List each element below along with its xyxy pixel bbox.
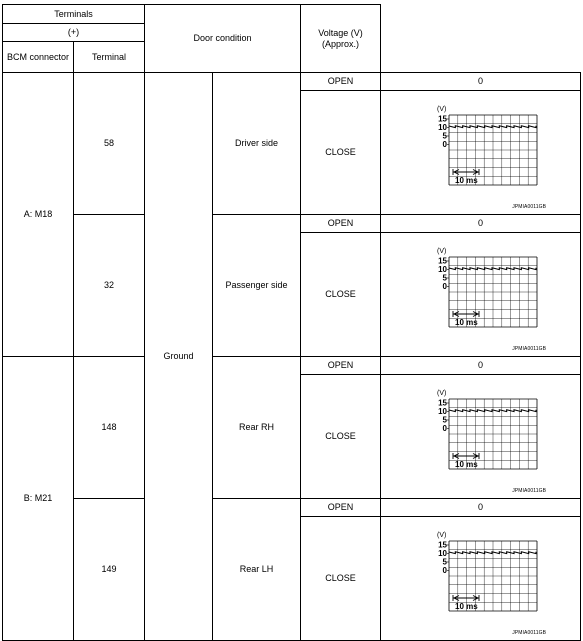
bcm-connector-header: BCM connector bbox=[3, 42, 74, 73]
waveform-y-tick: 15 bbox=[437, 398, 447, 408]
waveform-cell bbox=[381, 517, 581, 641]
waveform-y-tick: 15 bbox=[437, 540, 447, 550]
waveform-slot bbox=[381, 101, 580, 214]
voltage-header bbox=[301, 5, 381, 73]
image-code: JPMIA0011GB bbox=[512, 630, 547, 636]
terminal-header: Terminal bbox=[74, 42, 145, 73]
waveform-cell bbox=[381, 91, 581, 215]
waveform-graph bbox=[416, 243, 546, 339]
open-value: 0 bbox=[381, 499, 581, 517]
door-rear-lh: Rear LH bbox=[213, 499, 301, 641]
close-label: CLOSE bbox=[301, 233, 381, 357]
waveform-slot bbox=[381, 385, 580, 498]
waveform-y-tick: 10 bbox=[437, 265, 447, 274]
voltage-label: Voltage (V) bbox=[318, 27, 363, 38]
connector-a: A: M18 bbox=[3, 73, 74, 357]
door-condition-header: Door condition bbox=[145, 5, 301, 73]
open-value: 0 bbox=[381, 73, 581, 91]
waveform-y-tick: 5 bbox=[442, 557, 447, 567]
terminal-58: 58 bbox=[74, 73, 145, 215]
waveform-trace bbox=[449, 126, 536, 128]
waveform-cell bbox=[381, 233, 581, 357]
waveform-y-tick: 15 bbox=[437, 114, 447, 124]
terminal-148: 148 bbox=[74, 357, 145, 499]
open-value: 0 bbox=[381, 357, 581, 375]
image-code: JPMIA0011GB bbox=[512, 346, 547, 352]
open-label: OPEN bbox=[301, 73, 381, 91]
waveform-y-tick: 10 bbox=[437, 407, 447, 416]
waveform-y-tick: 15 bbox=[437, 256, 447, 266]
waveform-y-tick: 0 bbox=[442, 282, 447, 291]
image-code: JPMIA0011GB bbox=[512, 204, 547, 210]
door-driver-side: Driver side bbox=[213, 73, 301, 215]
connector-b: B: M21 bbox=[3, 357, 74, 641]
waveform-y-tick: 5 bbox=[442, 131, 447, 141]
waveform-trace bbox=[449, 410, 536, 412]
close-label: CLOSE bbox=[301, 517, 381, 641]
waveform-slot bbox=[381, 527, 580, 640]
waveform-y-tick: 0 bbox=[442, 424, 447, 433]
waveform-time-label: 10 ms bbox=[454, 176, 478, 185]
waveform-graph bbox=[416, 101, 546, 197]
open-label: OPEN bbox=[301, 499, 381, 517]
waveform-unit: (V) bbox=[436, 248, 446, 255]
waveform-unit: (V) bbox=[436, 106, 446, 113]
waveform-slot bbox=[381, 243, 580, 356]
waveform-y-tick: 5 bbox=[442, 415, 447, 425]
waveform-y-tick: 5 bbox=[442, 273, 447, 283]
voltage-approx: (Approx.) bbox=[322, 38, 360, 49]
waveform-y-tick: 0 bbox=[442, 566, 447, 575]
close-label: CLOSE bbox=[301, 91, 381, 215]
close-label: CLOSE bbox=[301, 375, 381, 499]
waveform-graph bbox=[416, 527, 546, 623]
ground-cell: Ground bbox=[145, 73, 213, 641]
terminals-header: Terminals bbox=[3, 5, 145, 24]
open-label: OPEN bbox=[301, 215, 381, 233]
terminal-32: 32 bbox=[74, 215, 145, 357]
waveform-y-tick: 10 bbox=[437, 549, 447, 558]
waveform-time-label: 10 ms bbox=[454, 602, 478, 611]
open-value: 0 bbox=[381, 215, 581, 233]
waveform-time-label: 10 ms bbox=[454, 460, 478, 469]
waveform-trace bbox=[449, 552, 536, 554]
waveform-time-label: 10 ms bbox=[454, 318, 478, 327]
door-rear-rh: Rear RH bbox=[213, 357, 301, 499]
door-passenger-side: Passenger side bbox=[213, 215, 301, 357]
image-code: JPMIA0011GB bbox=[512, 488, 547, 494]
waveform-graph bbox=[416, 385, 546, 481]
waveform-y-tick: 10 bbox=[437, 123, 447, 132]
waveform-unit: (V) bbox=[436, 390, 446, 397]
spec-table bbox=[2, 4, 581, 641]
open-label: OPEN bbox=[301, 357, 381, 375]
waveform-cell bbox=[381, 375, 581, 499]
waveform-y-tick: 0 bbox=[442, 140, 447, 149]
plus-header: (+) bbox=[3, 24, 145, 42]
waveform-unit: (V) bbox=[436, 532, 446, 539]
terminal-149: 149 bbox=[74, 499, 145, 641]
waveform-trace bbox=[449, 268, 536, 270]
